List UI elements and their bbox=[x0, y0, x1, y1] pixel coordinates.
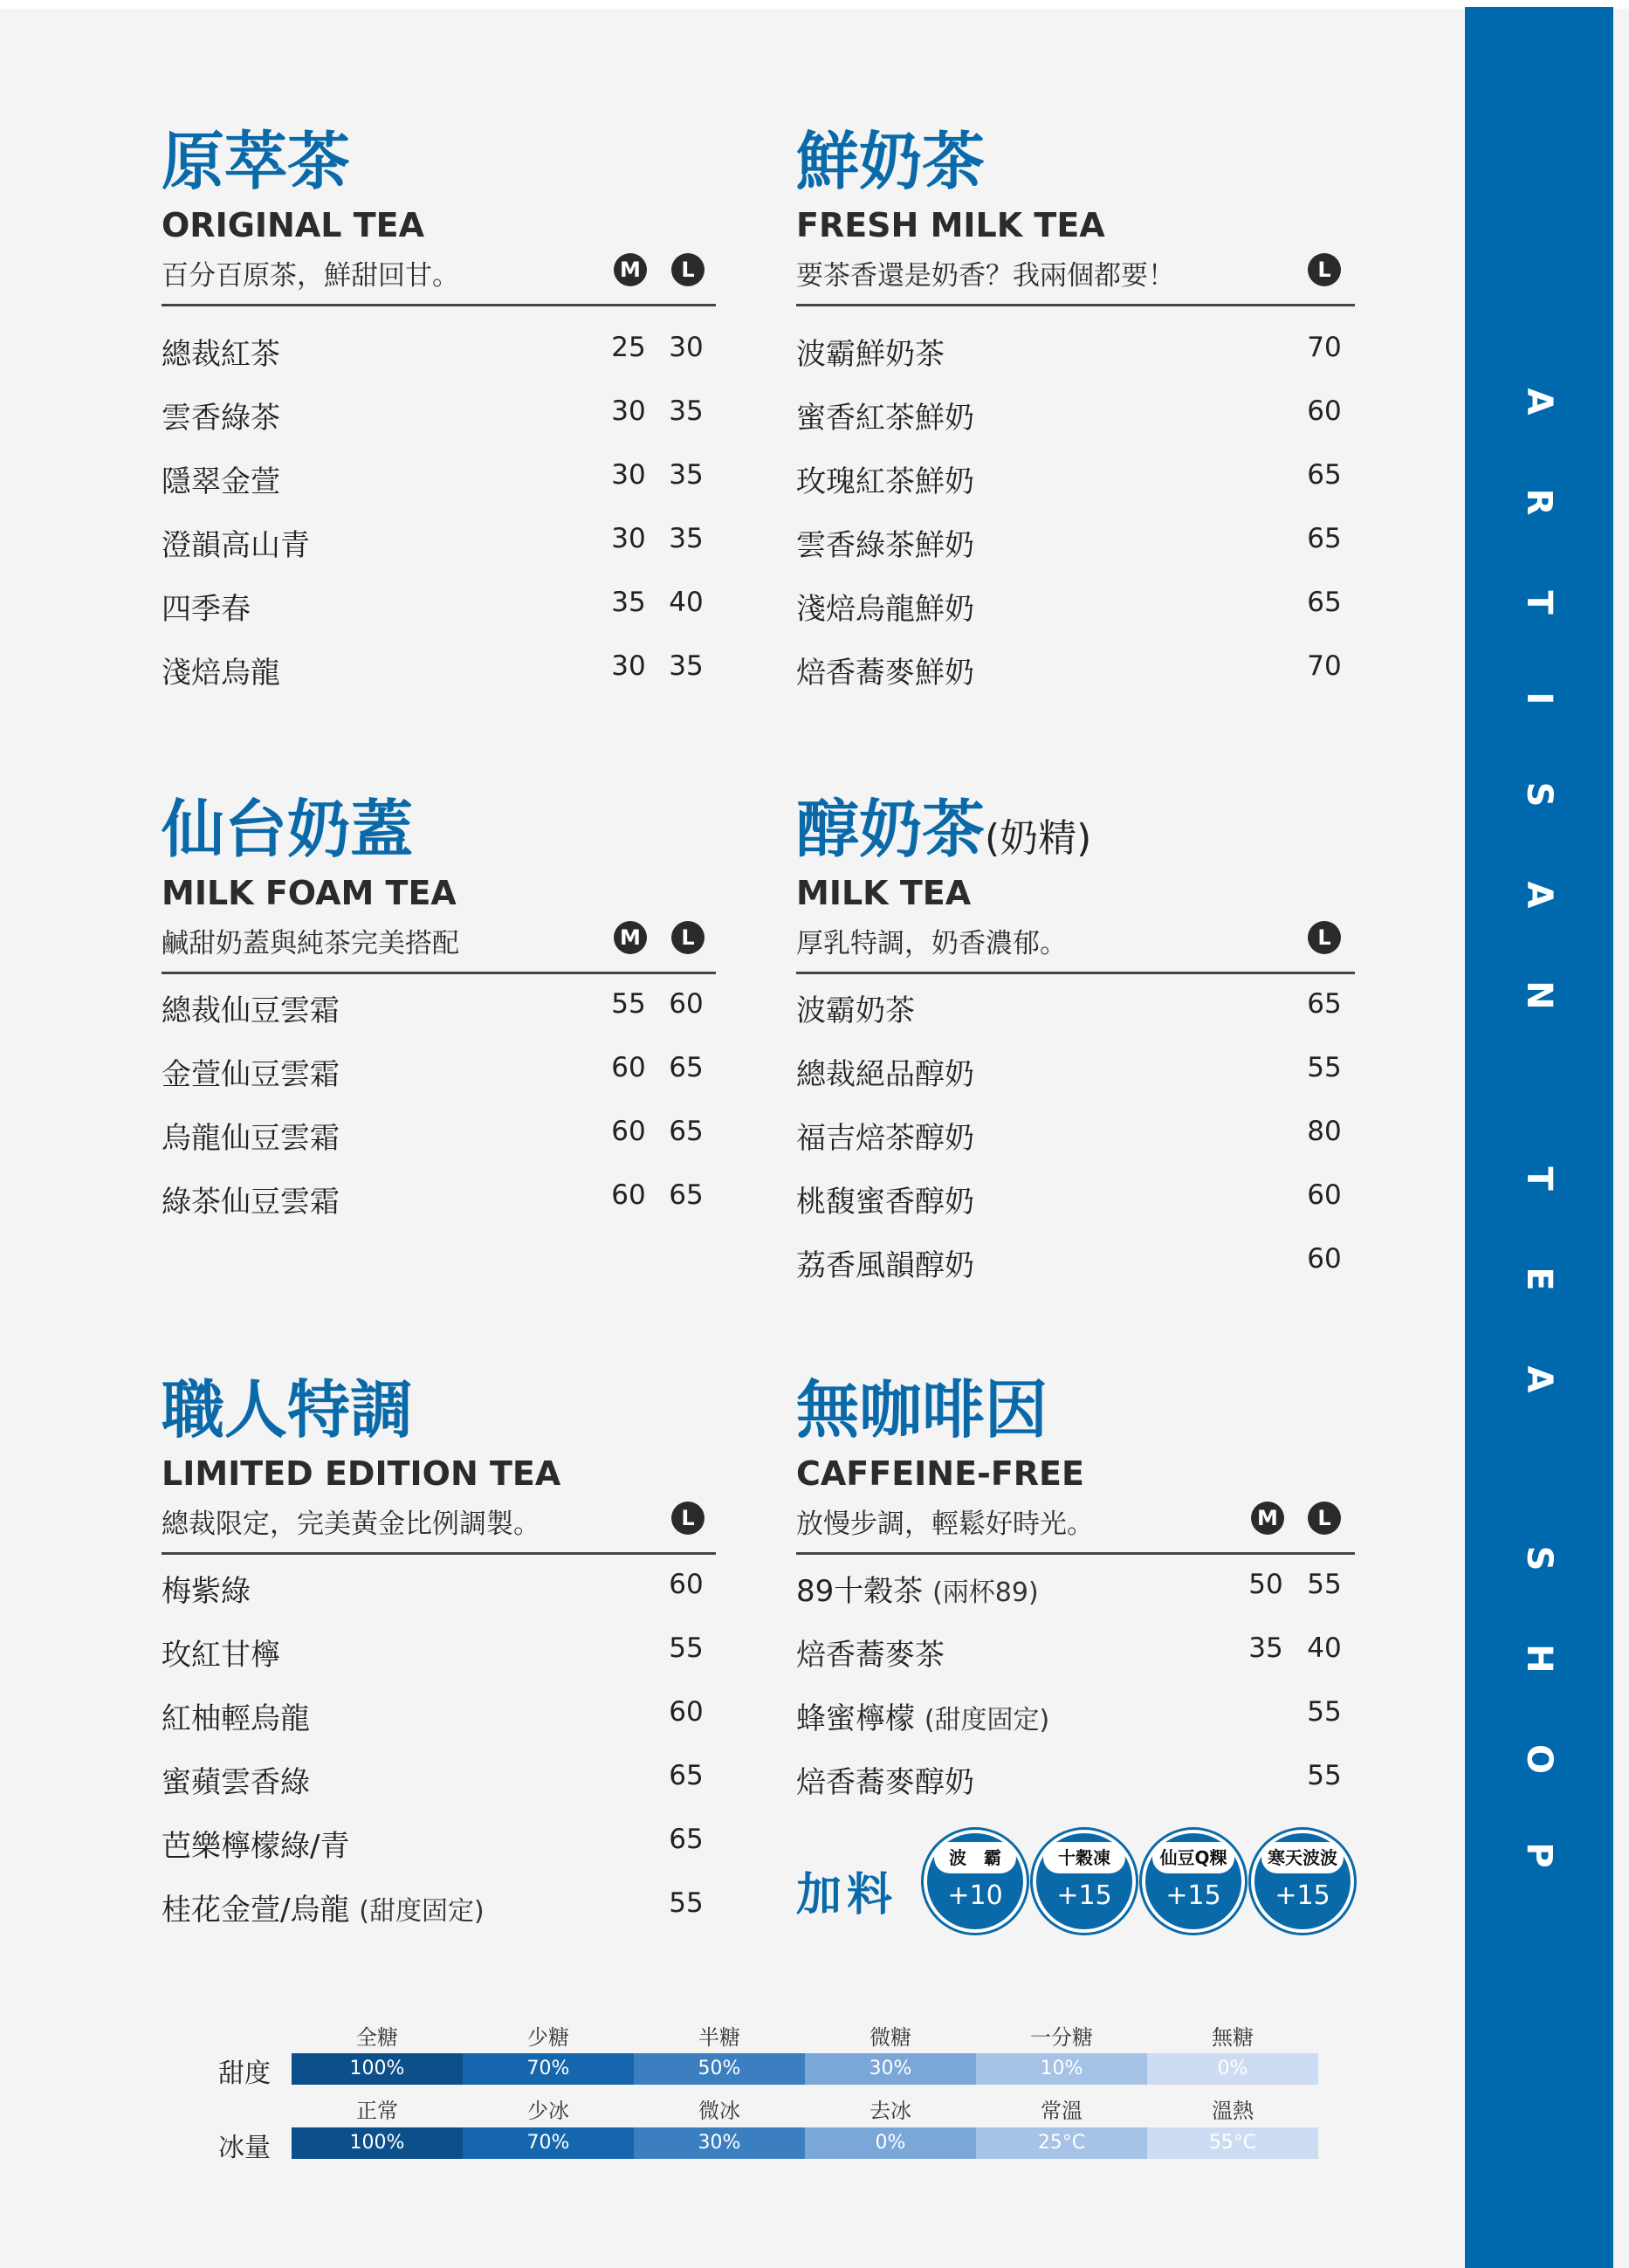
addon-topping-badge bbox=[1145, 1833, 1241, 1929]
menu-item-price: 65 bbox=[669, 1116, 704, 1147]
addon-topping-name: 波 霸 bbox=[934, 1842, 1016, 1873]
section-divider bbox=[162, 972, 716, 974]
menu-item-name bbox=[162, 1758, 310, 1801]
section-divider bbox=[162, 304, 716, 306]
sidebar-letter: S bbox=[1519, 781, 1559, 808]
addon-title: 加料 bbox=[796, 1869, 898, 1921]
addon-topping-name: 寒天波波 bbox=[1261, 1842, 1344, 1873]
menu-item-price: 25 bbox=[611, 332, 646, 363]
menu-item-price: 65 bbox=[669, 1760, 704, 1791]
menu-item-name bbox=[162, 1114, 340, 1157]
menu-item-price: 40 bbox=[1307, 1632, 1342, 1664]
scale-header: 少冰 bbox=[527, 2099, 569, 2123]
menu-item-note: (甜度固定) bbox=[924, 1705, 1050, 1735]
menu-item-label: 波霸奶茶 bbox=[796, 993, 915, 1028]
scale-header: 溫熱 bbox=[1212, 2099, 1254, 2123]
menu-item-label: 淺焙烏龍鮮奶 bbox=[796, 592, 974, 627]
section-title bbox=[796, 1371, 1048, 1449]
menu-item-label: 福吉焙茶醇奶 bbox=[796, 1121, 974, 1156]
menu-item-name bbox=[796, 1694, 1049, 1737]
menu-item-name bbox=[796, 1114, 974, 1157]
menu-item-label: 焙香蕎麥茶 bbox=[796, 1638, 945, 1673]
menu-item-note: (甜度固定) bbox=[359, 1896, 485, 1927]
sidebar-letter: T bbox=[1519, 590, 1559, 615]
section-title bbox=[796, 790, 1091, 878]
scale-label-ice: 冰量 bbox=[218, 2133, 271, 2163]
sidebar-letter: I bbox=[1519, 691, 1559, 705]
menu-item-price: 60 bbox=[669, 988, 704, 1020]
scale-value-cell: 100% bbox=[292, 2127, 463, 2159]
menu-item-price: 60 bbox=[669, 1696, 704, 1728]
addon-topping-price: +10 bbox=[947, 1880, 1003, 1911]
section-description: 總裁限定，完美黃金比例調製。 bbox=[162, 1509, 540, 1540]
menu-item-price: 35 bbox=[669, 459, 704, 491]
sidebar-letter: N bbox=[1519, 980, 1559, 1010]
menu-item-label: 總裁絕品醇奶 bbox=[796, 1057, 974, 1092]
menu-item-name bbox=[796, 986, 915, 1029]
addon-topping-price: +15 bbox=[1275, 1880, 1330, 1911]
section-description: 要茶香還是奶香？我兩個都要！ bbox=[796, 260, 1175, 292]
menu-item-price: 55 bbox=[611, 988, 646, 1020]
scale-header: 少糖 bbox=[527, 2025, 569, 2050]
menu-item-price: 60 bbox=[1307, 395, 1342, 427]
scale-header: 去冰 bbox=[869, 2099, 911, 2123]
menu-item-name bbox=[796, 585, 974, 628]
menu-item-name bbox=[796, 649, 974, 691]
menu-item-label: 玫紅甘檸 bbox=[162, 1638, 280, 1673]
size-badge-l: L bbox=[1308, 1502, 1341, 1535]
menu-item-label: 總裁仙豆雲霜 bbox=[162, 993, 340, 1028]
menu-item-name bbox=[162, 585, 251, 628]
sidebar-letter: S bbox=[1519, 1545, 1559, 1571]
menu-item-name bbox=[162, 1886, 485, 1928]
menu-item-price: 30 bbox=[611, 395, 646, 427]
top-border bbox=[0, 0, 1629, 9]
section-english-title: MILK FOAM TEA bbox=[162, 874, 457, 912]
menu-item-price: 35 bbox=[669, 650, 704, 682]
menu-item-label: 總裁紅茶 bbox=[162, 337, 280, 372]
menu-item-name bbox=[162, 1567, 251, 1610]
menu-item-price: 55 bbox=[1307, 1760, 1342, 1791]
scale-value-cell: 0% bbox=[1147, 2053, 1318, 2085]
menu-item-price: 55 bbox=[1307, 1052, 1342, 1083]
menu-item-label: 雲香綠茶 bbox=[162, 401, 280, 436]
menu-item-name bbox=[162, 1178, 340, 1220]
menu-item-label: 蜜蘋雲香綠 bbox=[162, 1765, 310, 1800]
menu-item-price: 60 bbox=[611, 1116, 646, 1147]
menu-item-name bbox=[796, 330, 945, 373]
menu-item-price: 55 bbox=[1307, 1696, 1342, 1728]
sidebar-letter: A bbox=[1519, 388, 1559, 416]
section-title-text: 仙台奶蓋 bbox=[162, 793, 414, 866]
sidebar-letter: H bbox=[1519, 1644, 1559, 1674]
section-title-text: 原萃茶 bbox=[162, 125, 351, 198]
scale-header: 常溫 bbox=[1041, 2099, 1083, 2123]
addon-topping-badge bbox=[1254, 1833, 1351, 1929]
section-english-title: FRESH MILK TEA bbox=[796, 206, 1105, 244]
menu-item-name bbox=[162, 1694, 310, 1737]
menu-item-name bbox=[162, 521, 310, 564]
section-title bbox=[162, 790, 413, 869]
menu-item-price: 65 bbox=[669, 1052, 704, 1083]
menu-item-label: 芭樂檸檬綠/青 bbox=[162, 1829, 350, 1864]
menu-item-price: 65 bbox=[1307, 523, 1342, 554]
menu-item-price: 60 bbox=[669, 1569, 704, 1600]
sidebar-letter: R bbox=[1519, 488, 1559, 516]
addon-topping-name: 十穀凍 bbox=[1043, 1842, 1125, 1873]
menu-item-label: 四季春 bbox=[162, 592, 251, 627]
menu-item-price: 65 bbox=[669, 1179, 704, 1211]
menu-item-price: 30 bbox=[611, 459, 646, 491]
menu-item-name bbox=[162, 457, 280, 500]
scale-header: 微糖 bbox=[869, 2025, 911, 2050]
menu-section-original bbox=[162, 122, 716, 332]
menu-item-name bbox=[162, 986, 340, 1029]
menu-section-fresh-milk bbox=[796, 122, 1355, 332]
section-title bbox=[162, 122, 350, 201]
scale-header: 正常 bbox=[356, 2099, 398, 2123]
scale-value-cell: 30% bbox=[805, 2053, 976, 2085]
addon-topping-price: +15 bbox=[1056, 1880, 1112, 1911]
menu-item-price: 35 bbox=[611, 587, 646, 618]
size-badge-l: L bbox=[1308, 921, 1341, 954]
scale-value-cell: 25°C bbox=[976, 2127, 1147, 2159]
section-divider bbox=[796, 1552, 1355, 1555]
section-divider bbox=[796, 304, 1355, 306]
menu-item-price: 35 bbox=[1248, 1632, 1283, 1664]
menu-item-name bbox=[796, 1050, 974, 1093]
scale-value-cell: 0% bbox=[805, 2127, 976, 2159]
section-description: 厚乳特調，奶香濃郁。 bbox=[796, 928, 1067, 959]
menu-item-label: 綠茶仙豆雲霜 bbox=[162, 1185, 340, 1220]
scale-label-sweetness: 甜度 bbox=[218, 2058, 271, 2089]
menu-item-price: 35 bbox=[669, 523, 704, 554]
menu-item-label: 淺焙烏龍 bbox=[162, 656, 280, 691]
menu-item-name bbox=[796, 1758, 974, 1801]
scale-value-cell: 50% bbox=[634, 2053, 805, 2085]
menu-item-name bbox=[162, 1822, 349, 1865]
menu-item-label: 蜜香紅茶鮮奶 bbox=[796, 401, 974, 436]
menu-item-name bbox=[796, 394, 974, 436]
sidebar-letter: P bbox=[1519, 1842, 1559, 1868]
section-english-title: MILK TEA bbox=[796, 874, 972, 912]
size-badge-l: L bbox=[1308, 253, 1341, 286]
menu-item-name bbox=[796, 457, 974, 500]
addon-topping-badge bbox=[927, 1833, 1023, 1929]
menu-item-price: 30 bbox=[611, 650, 646, 682]
sidebar-letter: A bbox=[1519, 1365, 1559, 1393]
section-description: 放慢步調，輕鬆好時光。 bbox=[796, 1509, 1094, 1540]
menu-item-price: 65 bbox=[1307, 587, 1342, 618]
menu-section-milk-tea bbox=[796, 790, 1355, 1000]
addon-topping-price: +15 bbox=[1165, 1880, 1221, 1911]
menu-section-caffeine-free bbox=[796, 1371, 1355, 1580]
menu-item-price: 35 bbox=[669, 395, 704, 427]
menu-item-price: 65 bbox=[669, 1824, 704, 1855]
sidebar-letter: A bbox=[1519, 881, 1559, 909]
section-divider bbox=[796, 972, 1355, 974]
menu-item-label: 烏龍仙豆雲霜 bbox=[162, 1121, 340, 1156]
menu-section-limited bbox=[162, 1371, 716, 1580]
menu-item-name bbox=[162, 330, 280, 373]
menu-item-label: 89十穀茶 bbox=[796, 1574, 924, 1609]
scale-value-cell: 30% bbox=[634, 2127, 805, 2159]
menu-item-label: 紅柚輕烏龍 bbox=[162, 1701, 310, 1736]
size-badge-m: M bbox=[614, 253, 647, 286]
sidebar-letter: O bbox=[1519, 1743, 1559, 1774]
menu-item-price: 40 bbox=[669, 587, 704, 618]
menu-item-price: 60 bbox=[611, 1052, 646, 1083]
scale-value-cell: 70% bbox=[463, 2127, 634, 2159]
scale-header: 半糖 bbox=[698, 2025, 740, 2050]
scale-value-cell: 70% bbox=[463, 2053, 634, 2085]
menu-item-name bbox=[162, 1050, 340, 1093]
section-english-title: LIMITED EDITION TEA bbox=[162, 1454, 561, 1493]
menu-item-name bbox=[796, 1178, 974, 1220]
menu-item-price: 70 bbox=[1307, 650, 1342, 682]
menu-item-price: 55 bbox=[1307, 1569, 1342, 1600]
section-title-text: 鮮奶茶 bbox=[796, 125, 986, 198]
size-badge-m: M bbox=[1251, 1502, 1284, 1535]
menu-section-milk-foam bbox=[162, 790, 716, 1000]
menu-item-name bbox=[162, 649, 280, 691]
menu-item-price: 65 bbox=[1307, 459, 1342, 491]
scale-header: 全糖 bbox=[356, 2025, 398, 2050]
menu-item-label: 焙香蕎麥醇奶 bbox=[796, 1765, 974, 1800]
section-title-text: 醇奶茶 bbox=[796, 793, 986, 866]
menu-item-price: 30 bbox=[611, 523, 646, 554]
section-description: 百分百原茶，鮮甜回甘。 bbox=[162, 260, 459, 292]
sidebar-letter: E bbox=[1519, 1267, 1559, 1291]
section-title-suffix: (奶精) bbox=[985, 816, 1092, 861]
menu-item-label: 焙香蕎麥鮮奶 bbox=[796, 656, 974, 691]
scale-header: 一分糖 bbox=[1030, 2025, 1093, 2050]
menu-item-label: 桃馥蜜香醇奶 bbox=[796, 1185, 974, 1220]
menu-item-name bbox=[796, 521, 974, 564]
menu-item-label: 金萱仙豆雲霜 bbox=[162, 1057, 340, 1092]
menu-item-price: 80 bbox=[1307, 1116, 1342, 1147]
scale-header: 微冰 bbox=[698, 2099, 740, 2123]
menu-item-name bbox=[796, 1241, 974, 1284]
scale-value-cell: 55°C bbox=[1147, 2127, 1318, 2159]
menu-item-price: 70 bbox=[1307, 332, 1342, 363]
scale-value-cell: 10% bbox=[976, 2053, 1147, 2085]
size-badge-l: L bbox=[671, 253, 705, 286]
menu-item-price: 60 bbox=[1307, 1243, 1342, 1275]
section-title-text: 無咖啡因 bbox=[796, 1373, 1048, 1447]
side-banner bbox=[1465, 7, 1613, 2268]
menu-item-name bbox=[796, 1631, 945, 1674]
sidebar-letter: T bbox=[1519, 1166, 1559, 1191]
menu-item-label: 桂花金萱/烏龍 bbox=[162, 1893, 350, 1928]
menu-item-price: 55 bbox=[669, 1632, 704, 1664]
addon-topping-badge bbox=[1036, 1833, 1132, 1929]
addon-topping-name: 仙豆Q粿 bbox=[1152, 1842, 1234, 1873]
section-title bbox=[796, 122, 985, 201]
section-title bbox=[162, 1371, 413, 1449]
menu-item-price: 60 bbox=[1307, 1179, 1342, 1211]
menu-item-price: 65 bbox=[1307, 988, 1342, 1020]
section-divider bbox=[162, 1552, 716, 1555]
section-description: 鹹甜奶蓋與純茶完美搭配 bbox=[162, 928, 459, 959]
menu-item-label: 雲香綠茶鮮奶 bbox=[796, 528, 974, 563]
section-english-title: CAFFEINE-FREE bbox=[796, 1454, 1084, 1493]
menu-item-label: 隱翠金萱 bbox=[162, 464, 280, 499]
menu-item-price: 50 bbox=[1248, 1569, 1283, 1600]
menu-item-label: 梅紫綠 bbox=[162, 1574, 251, 1609]
menu-item-price: 60 bbox=[611, 1179, 646, 1211]
menu-item-price: 30 bbox=[669, 332, 704, 363]
scale-value-cell: 100% bbox=[292, 2053, 463, 2085]
menu-item-label: 荔香風韻醇奶 bbox=[796, 1248, 974, 1283]
section-english-title: ORIGINAL TEA bbox=[162, 206, 424, 244]
menu-item-note: (兩杯89) bbox=[932, 1577, 1039, 1608]
size-badge-l: L bbox=[671, 1502, 705, 1535]
menu-item-name bbox=[162, 394, 280, 436]
size-badge-m: M bbox=[614, 921, 647, 954]
menu-item-label: 玫瑰紅茶鮮奶 bbox=[796, 464, 974, 499]
menu-item-label: 蜂蜜檸檬 bbox=[796, 1701, 915, 1736]
menu-item-label: 波霸鮮奶茶 bbox=[796, 337, 945, 372]
menu-item-price: 55 bbox=[669, 1887, 704, 1919]
scale-header: 無糖 bbox=[1212, 2025, 1254, 2050]
menu-item-name bbox=[796, 1567, 1039, 1610]
menu-item-name bbox=[162, 1631, 280, 1674]
menu-item-label: 澄韻高山青 bbox=[162, 528, 310, 563]
size-badge-l: L bbox=[671, 921, 705, 954]
section-title-text: 職人特調 bbox=[162, 1373, 414, 1447]
